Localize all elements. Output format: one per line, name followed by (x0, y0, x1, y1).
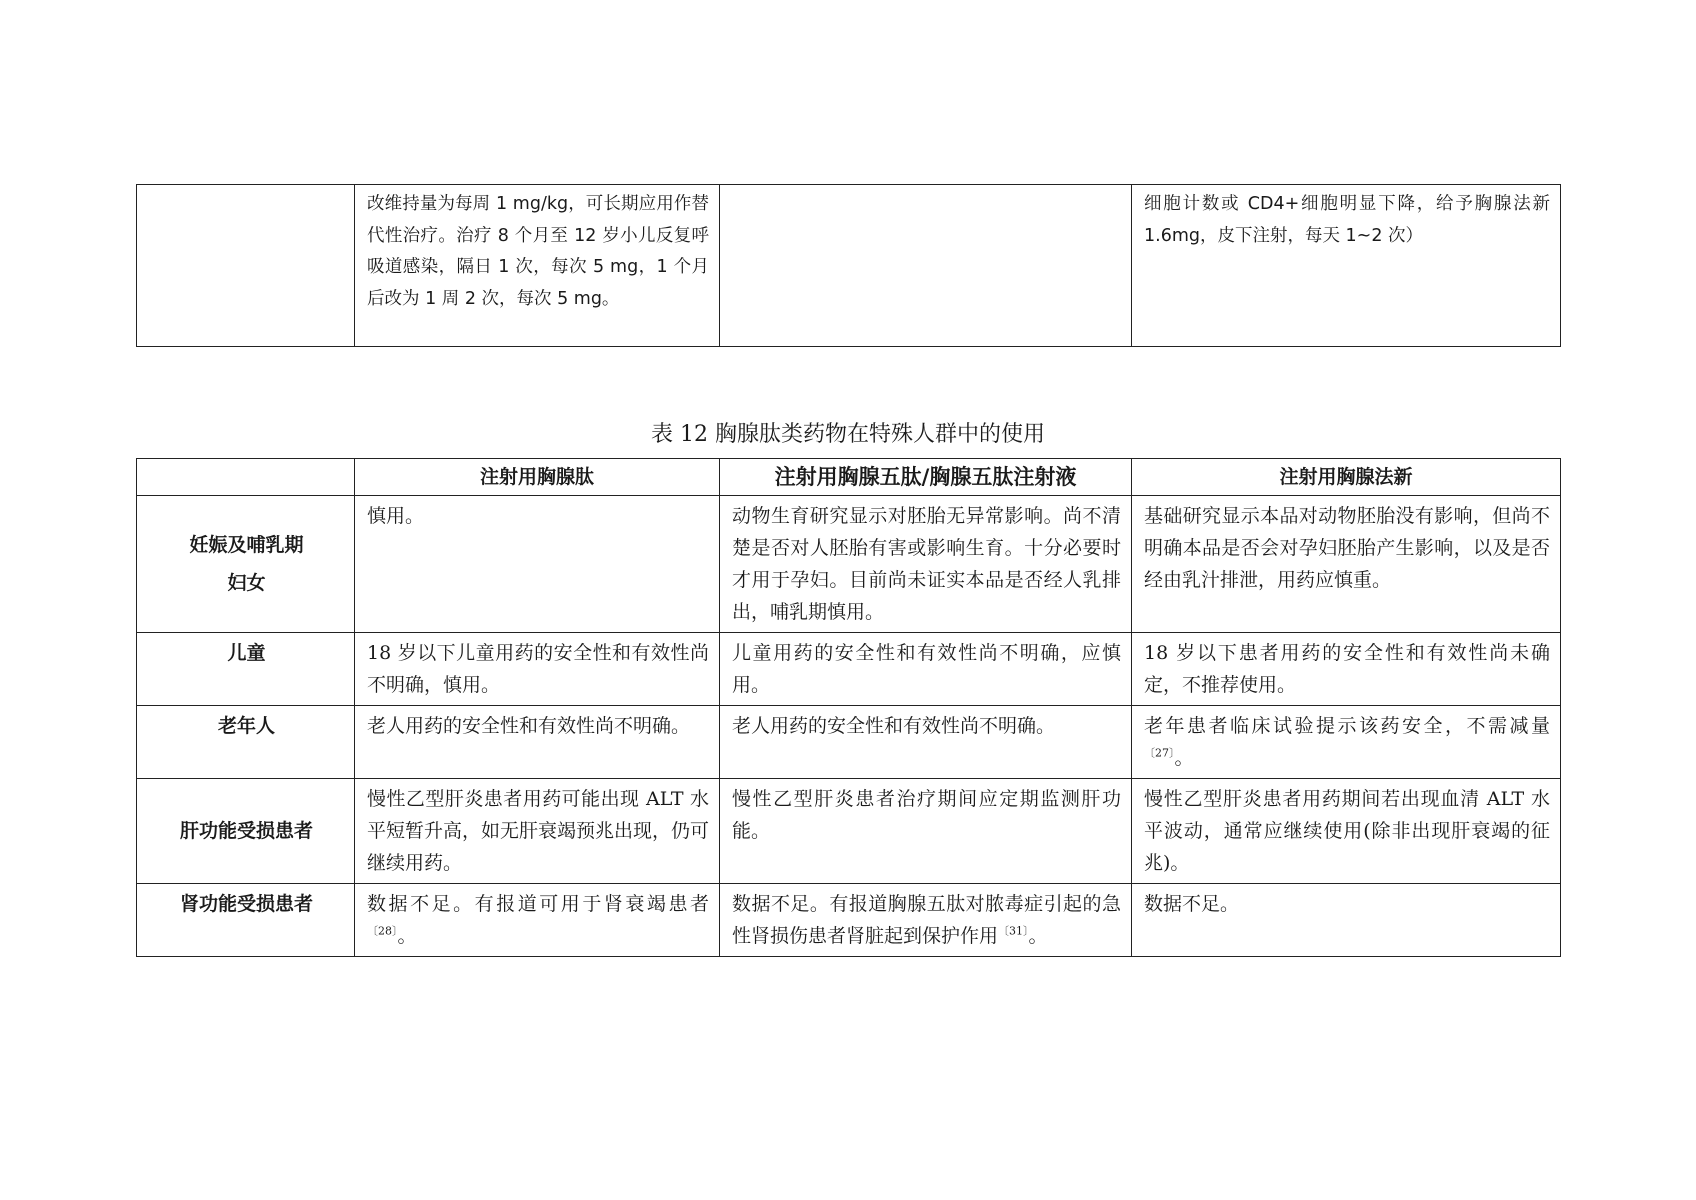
citation-ref: 〔28〕 (367, 924, 398, 938)
continued-dosage-table (136, 184, 1561, 347)
row-header-elderly: 老年人 (137, 706, 355, 779)
table-cell: 慢性乙型肝炎患者用药可能出现 ALT 水平短暂升高，如无肝衰竭预兆出现，仍可继续用药。 (355, 779, 720, 884)
cell-text-end: 。 (1028, 925, 1048, 947)
table-cell: 18 岁以下儿童用药的安全性和有效性尚不明确，慎用。 (355, 633, 720, 706)
row-header-line: 妊娠及哺乳期 (189, 534, 304, 556)
table-cell (1132, 706, 1561, 779)
table-cell: 18 岁以下患者用药的安全性和有效性尚未确定，不推荐使用。 (1132, 633, 1561, 706)
table-cell: 儿童用药的安全性和有效性尚不明确，应慎用。 (720, 633, 1132, 706)
cell-text: 老年患者临床试验提示该药安全，不需减量 (1144, 715, 1550, 737)
row-header-line: 妇女 (227, 572, 266, 594)
table-cell: 基础研究显示本品对动物胚胎没有影响，但尚不明确本品是否会对孕妇胚胎产生影响，以及是否经由乳汁排泄，用药应慎重。 (1132, 496, 1561, 633)
table-row (137, 779, 1561, 884)
column-header-thymalfasin: 注射用胸腺法新 (1132, 459, 1561, 496)
table-cell: 慎用。 (355, 496, 720, 633)
row-header-renal: 肾功能受损患者 (137, 884, 355, 957)
citation-ref: 〔31〕 (998, 924, 1029, 938)
table-cell (355, 884, 720, 957)
row-header-children: 儿童 (137, 633, 355, 706)
table-row (137, 706, 1561, 779)
cell-text-end: 。 (1174, 747, 1194, 769)
table-cell: 动物生育研究显示对胚胎无异常影响。尚不清楚是否对人胚胎有害或影响生育。十分必要时才用于孕妇。目前尚未证实本品是否经人乳排出，哺乳期慎用。 (720, 496, 1132, 633)
table-header-row (137, 459, 1561, 496)
table-cell (720, 185, 1132, 347)
cell-text: 数据不足。有报道胸腺五肽对脓毒症引起的急性肾损伤患者肾脏起到保护作用 (732, 893, 1121, 947)
cell-text: 数据不足。有报道可用于肾衰竭患者 (367, 893, 709, 915)
column-header-thymopeptide: 注射用胸腺肽 (355, 459, 720, 496)
table-row (137, 496, 1561, 633)
table-cell: 老人用药的安全性和有效性尚不明确。 (720, 706, 1132, 779)
table-cell: 数据不足。 (1132, 884, 1561, 957)
table-cell: 老人用药的安全性和有效性尚不明确。 (355, 706, 720, 779)
table-row (137, 884, 1561, 957)
table-cell: 细胞计数或 CD4+细胞明显下降，给予胸腺法新 1.6mg，皮下注射，每天 1~2 次） (1132, 185, 1561, 347)
table-row (137, 633, 1561, 706)
column-header-blank (137, 459, 355, 496)
table-title: 表 12 胸腺肽类药物在特殊人群中的使用 (651, 422, 1045, 447)
table-cell: 慢性乙型肝炎患者用药期间若出现血清 ALT 水平波动，通常应继续使用(除非出现肝衰竭的征兆)。 (1132, 779, 1561, 884)
table-cell: 改维持量为每周 1 mg/kg，可长期应用作替代性治疗。治疗 8 个月至 12 岁小儿反复呼吸道感染，隔日 1 次，每次 5 mg，1 个月后改为 1 周 2 次，每次 5 mg。 (355, 185, 720, 347)
citation-ref: 〔27〕 (1144, 746, 1175, 760)
special-populations-table (136, 458, 1561, 957)
cell-text-end: 。 (397, 925, 417, 947)
table-cell (137, 185, 355, 347)
row-header-pregnancy (137, 496, 355, 633)
column-header-thymopentin: 注射用胸腺五肽/胸腺五肽注射液 (720, 459, 1132, 496)
table-cell (720, 884, 1132, 957)
table-cell: 慢性乙型肝炎患者治疗期间应定期监测肝功能。 (720, 779, 1132, 884)
row-header-hepatic: 肝功能受损患者 (137, 779, 355, 884)
table-row (137, 185, 1561, 347)
